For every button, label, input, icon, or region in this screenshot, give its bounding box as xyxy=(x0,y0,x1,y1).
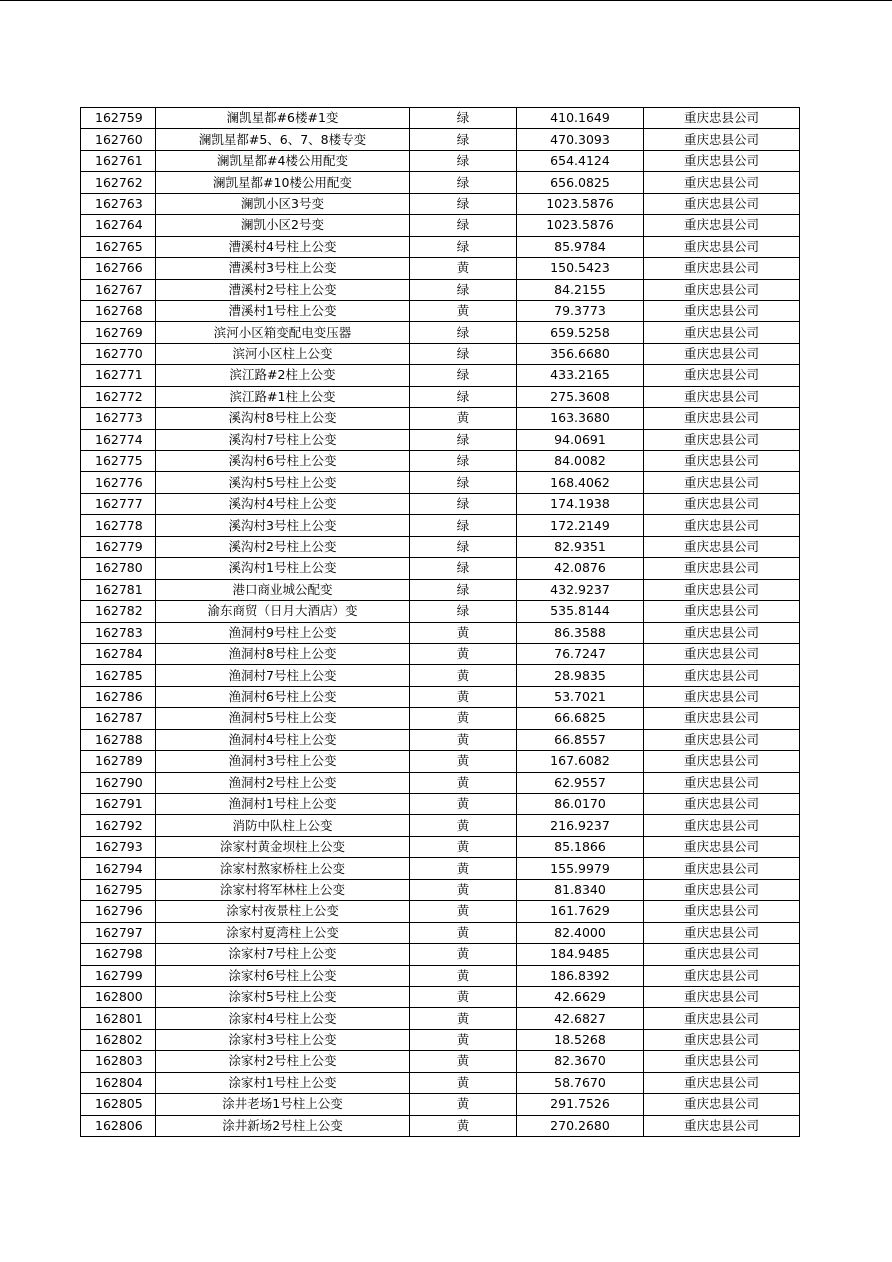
status-color-cell: 黄 xyxy=(410,1008,517,1029)
row-id-cell: 162763 xyxy=(81,193,156,214)
table-row xyxy=(81,729,800,750)
transformer-name-cell: 涂家村1号柱上公变 xyxy=(156,1072,410,1093)
value-cell: 84.0082 xyxy=(517,451,644,472)
value-cell: 82.4000 xyxy=(517,922,644,943)
table-row xyxy=(81,922,800,943)
transformer-name-cell: 滨河小区柱上公变 xyxy=(156,343,410,364)
status-color-cell: 黄 xyxy=(410,901,517,922)
row-id-cell: 162775 xyxy=(81,451,156,472)
row-id-cell: 162772 xyxy=(81,386,156,407)
table-row xyxy=(81,343,800,364)
company-cell: 重庆忠县公司 xyxy=(644,536,800,557)
status-color-cell: 绿 xyxy=(410,386,517,407)
row-id-cell: 162774 xyxy=(81,429,156,450)
company-cell: 重庆忠县公司 xyxy=(644,686,800,707)
transformer-name-cell: 溪沟村5号柱上公变 xyxy=(156,472,410,493)
status-color-cell: 黄 xyxy=(410,622,517,643)
company-cell: 重庆忠县公司 xyxy=(644,772,800,793)
status-color-cell: 绿 xyxy=(410,172,517,193)
table-row xyxy=(81,751,800,772)
row-id-cell: 162799 xyxy=(81,965,156,986)
row-id-cell: 162805 xyxy=(81,1094,156,1115)
transformer-name-cell: 涂家村夜景柱上公变 xyxy=(156,901,410,922)
row-id-cell: 162781 xyxy=(81,579,156,600)
company-cell: 重庆忠县公司 xyxy=(644,279,800,300)
table-row xyxy=(81,215,800,236)
row-id-cell: 162770 xyxy=(81,343,156,364)
value-cell: 167.6082 xyxy=(517,751,644,772)
table-row xyxy=(81,150,800,171)
row-id-cell: 162768 xyxy=(81,300,156,321)
transformer-name-cell: 涂家村将军林柱上公变 xyxy=(156,879,410,900)
table-row xyxy=(81,665,800,686)
company-cell: 重庆忠县公司 xyxy=(644,129,800,150)
value-cell: 82.9351 xyxy=(517,536,644,557)
company-cell: 重庆忠县公司 xyxy=(644,901,800,922)
status-color-cell: 黄 xyxy=(410,986,517,1007)
table-row xyxy=(81,558,800,579)
status-color-cell: 绿 xyxy=(410,193,517,214)
row-id-cell: 162777 xyxy=(81,493,156,514)
transformer-name-cell: 滨江路#1柱上公变 xyxy=(156,386,410,407)
row-id-cell: 162765 xyxy=(81,236,156,257)
row-id-cell: 162769 xyxy=(81,322,156,343)
company-cell: 重庆忠县公司 xyxy=(644,1094,800,1115)
table-row xyxy=(81,322,800,343)
row-id-cell: 162803 xyxy=(81,1051,156,1072)
value-cell: 270.2680 xyxy=(517,1115,644,1136)
value-cell: 432.9237 xyxy=(517,579,644,600)
transformer-name-cell: 渔洞村5号柱上公变 xyxy=(156,708,410,729)
page-top-rule xyxy=(0,0,892,1)
table-row xyxy=(81,300,800,321)
transformer-name-cell: 渔洞村7号柱上公变 xyxy=(156,665,410,686)
row-id-cell: 162795 xyxy=(81,879,156,900)
table-row xyxy=(81,279,800,300)
value-cell: 172.2149 xyxy=(517,515,644,536)
table-row xyxy=(81,429,800,450)
value-cell: 275.3608 xyxy=(517,386,644,407)
value-cell: 656.0825 xyxy=(517,172,644,193)
transformer-name-cell: 澜凯小区3号变 xyxy=(156,193,410,214)
table-row xyxy=(81,772,800,793)
value-cell: 42.0876 xyxy=(517,558,644,579)
status-color-cell: 绿 xyxy=(410,322,517,343)
status-color-cell: 黄 xyxy=(410,300,517,321)
value-cell: 86.0170 xyxy=(517,794,644,815)
value-cell: 81.8340 xyxy=(517,879,644,900)
table-row xyxy=(81,708,800,729)
status-color-cell: 黄 xyxy=(410,751,517,772)
company-cell: 重庆忠县公司 xyxy=(644,1029,800,1050)
status-color-cell: 黄 xyxy=(410,408,517,429)
company-cell: 重庆忠县公司 xyxy=(644,579,800,600)
table-row xyxy=(81,965,800,986)
company-cell: 重庆忠县公司 xyxy=(644,922,800,943)
value-cell: 62.9557 xyxy=(517,772,644,793)
transformer-name-cell: 澜凯小区2号变 xyxy=(156,215,410,236)
transformer-name-cell: 渔洞村3号柱上公变 xyxy=(156,751,410,772)
table-row xyxy=(81,879,800,900)
row-id-cell: 162786 xyxy=(81,686,156,707)
value-cell: 174.1938 xyxy=(517,493,644,514)
row-id-cell: 162793 xyxy=(81,836,156,857)
company-cell: 重庆忠县公司 xyxy=(644,493,800,514)
row-id-cell: 162801 xyxy=(81,1008,156,1029)
value-cell: 28.9835 xyxy=(517,665,644,686)
value-cell: 186.8392 xyxy=(517,965,644,986)
table-row xyxy=(81,493,800,514)
transformer-name-cell: 涂家村2号柱上公变 xyxy=(156,1051,410,1072)
company-cell: 重庆忠县公司 xyxy=(644,1115,800,1136)
company-cell: 重庆忠县公司 xyxy=(644,751,800,772)
transformer-name-cell: 溪沟村8号柱上公变 xyxy=(156,408,410,429)
status-color-cell: 黄 xyxy=(410,794,517,815)
table-row xyxy=(81,1051,800,1072)
table-row xyxy=(81,858,800,879)
transformer-name-cell: 溪沟村3号柱上公变 xyxy=(156,515,410,536)
status-color-cell: 黄 xyxy=(410,643,517,664)
status-color-cell: 黄 xyxy=(410,1029,517,1050)
value-cell: 58.7670 xyxy=(517,1072,644,1093)
table-row xyxy=(81,172,800,193)
transformer-name-cell: 涂家村黄金坝柱上公变 xyxy=(156,836,410,857)
status-color-cell: 黄 xyxy=(410,858,517,879)
transformer-name-cell: 澜凯星都#10楼公用配变 xyxy=(156,172,410,193)
table-row xyxy=(81,193,800,214)
company-cell: 重庆忠县公司 xyxy=(644,836,800,857)
transformer-table xyxy=(80,107,800,1137)
value-cell: 18.5268 xyxy=(517,1029,644,1050)
status-color-cell: 黄 xyxy=(410,729,517,750)
company-cell: 重庆忠县公司 xyxy=(644,451,800,472)
value-cell: 85.9784 xyxy=(517,236,644,257)
table-row xyxy=(81,1115,800,1136)
company-cell: 重庆忠县公司 xyxy=(644,815,800,836)
table-row xyxy=(81,1094,800,1115)
value-cell: 356.6680 xyxy=(517,343,644,364)
status-color-cell: 绿 xyxy=(410,579,517,600)
company-cell: 重庆忠县公司 xyxy=(644,601,800,622)
transformer-name-cell: 渔洞村2号柱上公变 xyxy=(156,772,410,793)
company-cell: 重庆忠县公司 xyxy=(644,258,800,279)
row-id-cell: 162783 xyxy=(81,622,156,643)
company-cell: 重庆忠县公司 xyxy=(644,794,800,815)
row-id-cell: 162788 xyxy=(81,729,156,750)
company-cell: 重庆忠县公司 xyxy=(644,150,800,171)
table-row xyxy=(81,108,800,129)
value-cell: 94.0691 xyxy=(517,429,644,450)
table-row xyxy=(81,686,800,707)
company-cell: 重庆忠县公司 xyxy=(644,1051,800,1072)
company-cell: 重庆忠县公司 xyxy=(644,472,800,493)
transformer-name-cell: 涂家村3号柱上公变 xyxy=(156,1029,410,1050)
status-color-cell: 黄 xyxy=(410,965,517,986)
value-cell: 1023.5876 xyxy=(517,193,644,214)
table-row xyxy=(81,986,800,1007)
value-cell: 42.6827 xyxy=(517,1008,644,1029)
value-cell: 659.5258 xyxy=(517,322,644,343)
status-color-cell: 黄 xyxy=(410,922,517,943)
transformer-name-cell: 澜凯星都#6楼#1变 xyxy=(156,108,410,129)
value-cell: 168.4062 xyxy=(517,472,644,493)
transformer-name-cell: 渝东商贸（日月大酒店）变 xyxy=(156,601,410,622)
table-row xyxy=(81,515,800,536)
company-cell: 重庆忠县公司 xyxy=(644,236,800,257)
table-row xyxy=(81,129,800,150)
row-id-cell: 162784 xyxy=(81,643,156,664)
table-row xyxy=(81,1008,800,1029)
transformer-name-cell: 涂家村5号柱上公变 xyxy=(156,986,410,1007)
transformer-name-cell: 漕溪村4号柱上公变 xyxy=(156,236,410,257)
row-id-cell: 162804 xyxy=(81,1072,156,1093)
status-color-cell: 绿 xyxy=(410,536,517,557)
row-id-cell: 162785 xyxy=(81,665,156,686)
value-cell: 291.7526 xyxy=(517,1094,644,1115)
transformer-name-cell: 溪沟村7号柱上公变 xyxy=(156,429,410,450)
value-cell: 150.5423 xyxy=(517,258,644,279)
table-row xyxy=(81,1072,800,1093)
table-row xyxy=(81,451,800,472)
value-cell: 433.2165 xyxy=(517,365,644,386)
transformer-name-cell: 溪沟村2号柱上公变 xyxy=(156,536,410,557)
company-cell: 重庆忠县公司 xyxy=(644,879,800,900)
row-id-cell: 162794 xyxy=(81,858,156,879)
table-row xyxy=(81,643,800,664)
company-cell: 重庆忠县公司 xyxy=(644,708,800,729)
status-color-cell: 绿 xyxy=(410,451,517,472)
row-id-cell: 162762 xyxy=(81,172,156,193)
value-cell: 86.3588 xyxy=(517,622,644,643)
table-row xyxy=(81,1029,800,1050)
status-color-cell: 绿 xyxy=(410,236,517,257)
value-cell: 184.9485 xyxy=(517,944,644,965)
row-id-cell: 162782 xyxy=(81,601,156,622)
transformer-name-cell: 渔洞村1号柱上公变 xyxy=(156,794,410,815)
transformer-name-cell: 渔洞村4号柱上公变 xyxy=(156,729,410,750)
value-cell: 79.3773 xyxy=(517,300,644,321)
row-id-cell: 162776 xyxy=(81,472,156,493)
value-cell: 84.2155 xyxy=(517,279,644,300)
table-row xyxy=(81,536,800,557)
value-cell: 410.1649 xyxy=(517,108,644,129)
status-color-cell: 绿 xyxy=(410,150,517,171)
transformer-name-cell: 渔洞村6号柱上公变 xyxy=(156,686,410,707)
status-color-cell: 黄 xyxy=(410,1094,517,1115)
company-cell: 重庆忠县公司 xyxy=(644,558,800,579)
status-color-cell: 黄 xyxy=(410,879,517,900)
row-id-cell: 162797 xyxy=(81,922,156,943)
company-cell: 重庆忠县公司 xyxy=(644,643,800,664)
company-cell: 重庆忠县公司 xyxy=(644,858,800,879)
table-row xyxy=(81,794,800,815)
table-row xyxy=(81,901,800,922)
table-row xyxy=(81,944,800,965)
row-id-cell: 162806 xyxy=(81,1115,156,1136)
row-id-cell: 162779 xyxy=(81,536,156,557)
table-row xyxy=(81,408,800,429)
table-row xyxy=(81,579,800,600)
status-color-cell: 绿 xyxy=(410,343,517,364)
status-color-cell: 绿 xyxy=(410,558,517,579)
value-cell: 66.6825 xyxy=(517,708,644,729)
row-id-cell: 162759 xyxy=(81,108,156,129)
status-color-cell: 黄 xyxy=(410,944,517,965)
table-row xyxy=(81,386,800,407)
table-row xyxy=(81,258,800,279)
status-color-cell: 黄 xyxy=(410,708,517,729)
status-color-cell: 黄 xyxy=(410,815,517,836)
company-cell: 重庆忠县公司 xyxy=(644,172,800,193)
transformer-name-cell: 漕溪村3号柱上公变 xyxy=(156,258,410,279)
transformer-name-cell: 港口商业城公配变 xyxy=(156,579,410,600)
company-cell: 重庆忠县公司 xyxy=(644,1072,800,1093)
transformer-name-cell: 澜凯星都#4楼公用配变 xyxy=(156,150,410,171)
table-row xyxy=(81,815,800,836)
company-cell: 重庆忠县公司 xyxy=(644,300,800,321)
company-cell: 重庆忠县公司 xyxy=(644,365,800,386)
row-id-cell: 162760 xyxy=(81,129,156,150)
company-cell: 重庆忠县公司 xyxy=(644,343,800,364)
status-color-cell: 绿 xyxy=(410,279,517,300)
status-color-cell: 黄 xyxy=(410,665,517,686)
company-cell: 重庆忠县公司 xyxy=(644,322,800,343)
value-cell: 654.4124 xyxy=(517,150,644,171)
company-cell: 重庆忠县公司 xyxy=(644,515,800,536)
row-id-cell: 162792 xyxy=(81,815,156,836)
status-color-cell: 黄 xyxy=(410,836,517,857)
row-id-cell: 162802 xyxy=(81,1029,156,1050)
company-cell: 重庆忠县公司 xyxy=(644,408,800,429)
row-id-cell: 162773 xyxy=(81,408,156,429)
company-cell: 重庆忠县公司 xyxy=(644,986,800,1007)
transformer-name-cell: 滨河小区箱变配电变压器 xyxy=(156,322,410,343)
value-cell: 163.3680 xyxy=(517,408,644,429)
transformer-name-cell: 涂家村6号柱上公变 xyxy=(156,965,410,986)
company-cell: 重庆忠县公司 xyxy=(644,108,800,129)
row-id-cell: 162796 xyxy=(81,901,156,922)
company-cell: 重庆忠县公司 xyxy=(644,386,800,407)
table-body xyxy=(81,108,800,1137)
row-id-cell: 162791 xyxy=(81,794,156,815)
table-row xyxy=(81,365,800,386)
value-cell: 76.7247 xyxy=(517,643,644,664)
value-cell: 1023.5876 xyxy=(517,215,644,236)
transformer-name-cell: 消防中队柱上公变 xyxy=(156,815,410,836)
value-cell: 66.8557 xyxy=(517,729,644,750)
value-cell: 470.3093 xyxy=(517,129,644,150)
status-color-cell: 黄 xyxy=(410,1115,517,1136)
status-color-cell: 绿 xyxy=(410,601,517,622)
row-id-cell: 162778 xyxy=(81,515,156,536)
company-cell: 重庆忠县公司 xyxy=(644,215,800,236)
transformer-name-cell: 涂家村7号柱上公变 xyxy=(156,944,410,965)
row-id-cell: 162789 xyxy=(81,751,156,772)
transformer-name-cell: 溪沟村4号柱上公变 xyxy=(156,493,410,514)
transformer-name-cell: 渔洞村8号柱上公变 xyxy=(156,643,410,664)
transformer-name-cell: 澜凯星都#5、6、7、8楼专变 xyxy=(156,129,410,150)
transformer-name-cell: 渔洞村9号柱上公变 xyxy=(156,622,410,643)
value-cell: 216.9237 xyxy=(517,815,644,836)
table-row xyxy=(81,836,800,857)
row-id-cell: 162780 xyxy=(81,558,156,579)
row-id-cell: 162787 xyxy=(81,708,156,729)
status-color-cell: 绿 xyxy=(410,108,517,129)
value-cell: 53.7021 xyxy=(517,686,644,707)
transformer-name-cell: 漕溪村2号柱上公变 xyxy=(156,279,410,300)
status-color-cell: 绿 xyxy=(410,365,517,386)
value-cell: 161.7629 xyxy=(517,901,644,922)
row-id-cell: 162790 xyxy=(81,772,156,793)
status-color-cell: 黄 xyxy=(410,772,517,793)
row-id-cell: 162798 xyxy=(81,944,156,965)
transformer-name-cell: 涂井老场1号柱上公变 xyxy=(156,1094,410,1115)
status-color-cell: 绿 xyxy=(410,129,517,150)
row-id-cell: 162800 xyxy=(81,986,156,1007)
value-cell: 535.8144 xyxy=(517,601,644,622)
table-row xyxy=(81,622,800,643)
table-row xyxy=(81,472,800,493)
transformer-name-cell: 漕溪村1号柱上公变 xyxy=(156,300,410,321)
transformer-name-cell: 滨江路#2柱上公变 xyxy=(156,365,410,386)
transformer-name-cell: 涂家村熬家桥柱上公变 xyxy=(156,858,410,879)
table-row xyxy=(81,236,800,257)
status-color-cell: 绿 xyxy=(410,515,517,536)
value-cell: 42.6629 xyxy=(517,986,644,1007)
status-color-cell: 绿 xyxy=(410,472,517,493)
company-cell: 重庆忠县公司 xyxy=(644,429,800,450)
value-cell: 82.3670 xyxy=(517,1051,644,1072)
transformer-name-cell: 涂家村4号柱上公变 xyxy=(156,1008,410,1029)
company-cell: 重庆忠县公司 xyxy=(644,1008,800,1029)
transformer-name-cell: 涂家村夏湾柱上公变 xyxy=(156,922,410,943)
transformer-name-cell: 溪沟村6号柱上公变 xyxy=(156,451,410,472)
row-id-cell: 162766 xyxy=(81,258,156,279)
transformer-name-cell: 溪沟村1号柱上公变 xyxy=(156,558,410,579)
row-id-cell: 162767 xyxy=(81,279,156,300)
row-id-cell: 162764 xyxy=(81,215,156,236)
status-color-cell: 黄 xyxy=(410,258,517,279)
company-cell: 重庆忠县公司 xyxy=(644,965,800,986)
status-color-cell: 绿 xyxy=(410,493,517,514)
company-cell: 重庆忠县公司 xyxy=(644,665,800,686)
value-cell: 85.1866 xyxy=(517,836,644,857)
status-color-cell: 黄 xyxy=(410,686,517,707)
table-row xyxy=(81,601,800,622)
status-color-cell: 黄 xyxy=(410,1051,517,1072)
status-color-cell: 绿 xyxy=(410,215,517,236)
transformer-name-cell: 涂井新场2号柱上公变 xyxy=(156,1115,410,1136)
company-cell: 重庆忠县公司 xyxy=(644,193,800,214)
status-color-cell: 黄 xyxy=(410,1072,517,1093)
company-cell: 重庆忠县公司 xyxy=(644,944,800,965)
row-id-cell: 162771 xyxy=(81,365,156,386)
row-id-cell: 162761 xyxy=(81,150,156,171)
company-cell: 重庆忠县公司 xyxy=(644,622,800,643)
status-color-cell: 绿 xyxy=(410,429,517,450)
value-cell: 155.9979 xyxy=(517,858,644,879)
company-cell: 重庆忠县公司 xyxy=(644,729,800,750)
